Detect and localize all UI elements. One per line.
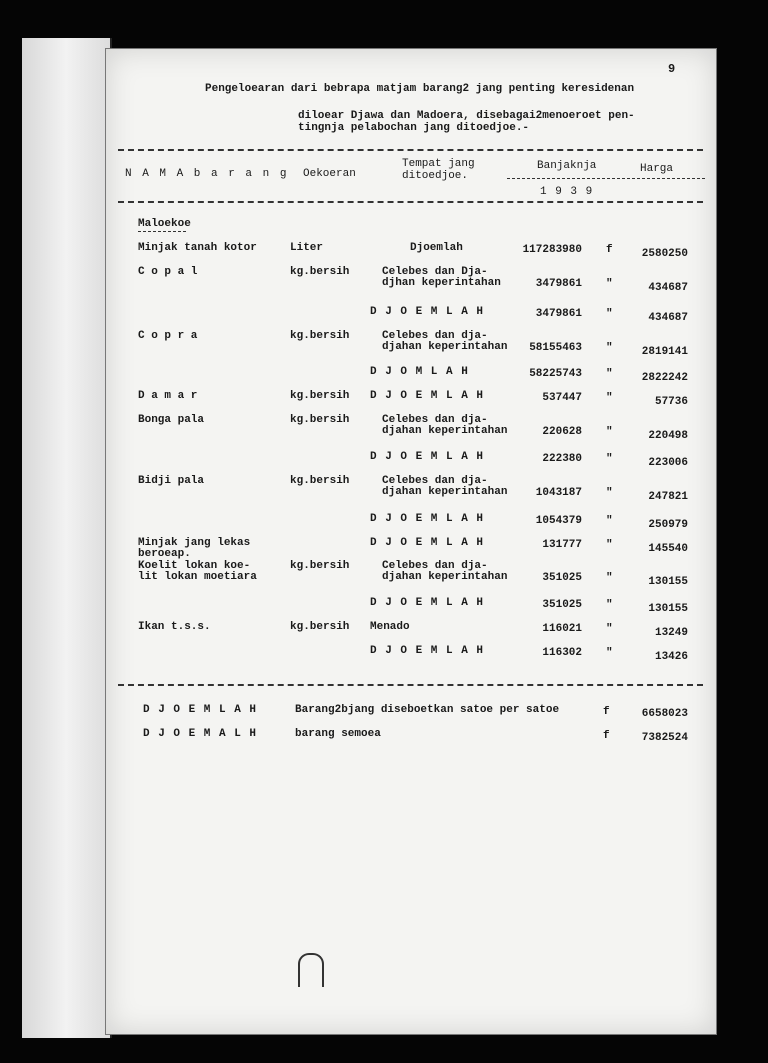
row-currency: " (606, 515, 613, 527)
row-name: Bidji pala (138, 475, 205, 487)
page-number: 9 (668, 62, 676, 76)
row-price: 130155 (648, 603, 688, 615)
row-currency: " (606, 453, 613, 465)
header-top-rule (118, 149, 703, 151)
row-quantity: 537447 (542, 392, 582, 404)
row-destination: Celebes dan dja- (382, 475, 488, 487)
row-currency: " (606, 572, 613, 584)
row-destination-cont: djahan keperintahan (382, 425, 508, 437)
row-quantity: 351025 (542, 599, 582, 611)
row-currency: " (606, 599, 613, 611)
row-name: Koelit lokan koe- (138, 560, 251, 572)
row-price: 145540 (648, 543, 688, 555)
header-banjaknja: Banjaknja (537, 160, 597, 172)
row-price: 434687 (648, 282, 688, 294)
row-destination: D J O E M L A H (370, 390, 485, 402)
row-destination: D J O E M L A H (370, 537, 485, 549)
row-name: Minjak tanah kotor (138, 242, 257, 254)
row-quantity: 117283980 (522, 244, 582, 256)
row-quantity: 1043187 (535, 487, 582, 499)
row-currency: " (606, 623, 613, 635)
row-quantity: 116021 (542, 623, 582, 635)
title-line-2: diloear Djawa dan Madoera, disebagai2menoeroet pen- tingnja pelabochan jang ditoedjoe.- (298, 110, 635, 134)
row-unit: kg.bersih (290, 266, 350, 278)
row-name: Minjak jang lekas (138, 537, 251, 549)
paper-clip-mark (298, 953, 324, 987)
row-name: D a m a r (138, 390, 198, 402)
row-destination: D J O E M L A H (370, 513, 485, 525)
row-unit: kg.bersih (290, 330, 350, 342)
row-name: Bonga pala (138, 414, 205, 426)
row-name: C o p r a (138, 330, 198, 342)
row-destination: Menado (370, 621, 410, 633)
row-destination: D J O E M L A H (370, 306, 485, 318)
row-price: 434687 (648, 312, 688, 324)
row-quantity: 131777 (542, 539, 582, 551)
row-destination: D J O E M L A H (370, 645, 485, 657)
row-price: 13249 (654, 627, 688, 639)
row-quantity: 1054379 (535, 515, 582, 527)
row-price: 223006 (648, 457, 688, 469)
row-destination-cont: djahan keperintahan (382, 486, 508, 498)
row-unit: kg.bersih (290, 475, 350, 487)
row-destination: D J O M L A H (370, 366, 469, 378)
row-quantity: 58225743 (529, 368, 582, 380)
row-quantity: 222380 (542, 453, 582, 465)
row-price: 2819141 (641, 346, 688, 358)
row-price: 247821 (648, 491, 688, 503)
row-price: 2822242 (641, 372, 688, 384)
row-currency: " (606, 392, 613, 404)
row-currency: f (606, 244, 613, 256)
row-destination: Celebes dan dja- (382, 414, 488, 426)
row-currency: " (606, 647, 613, 659)
row-destination: Celebes dan dja- (382, 560, 488, 572)
title-line-1: Pengeloearan dari bebrapa matjam barang2 jang penting keresidenan (205, 83, 635, 95)
row-destination: Celebes dan Dja- (382, 266, 488, 278)
row-quantity: 351025 (542, 572, 582, 584)
row-destination: D J O E M L A H (370, 451, 485, 463)
total-description: barang semoea (295, 728, 381, 740)
total-currency: f (603, 706, 610, 718)
row-currency: " (606, 539, 613, 551)
row-price: 13426 (654, 651, 688, 663)
total-value: 6658023 (641, 708, 688, 720)
total-label: D J O E M L A H (143, 704, 258, 716)
header-tempat: Tempat jang ditoedjoe. (402, 158, 475, 182)
row-currency: " (606, 368, 613, 380)
row-currency: " (606, 278, 613, 290)
row-unit: kg.bersih (290, 560, 350, 572)
total-description: Barang2bjang diseboetkan satoe per satoe (295, 704, 560, 716)
row-unit: kg.bersih (290, 621, 350, 633)
row-price: 220498 (648, 430, 688, 442)
header-bottom-rule (118, 201, 703, 203)
total-currency: f (603, 730, 610, 742)
row-destination-cont: djhan keperintahan (382, 277, 501, 289)
row-price: 2580250 (641, 248, 688, 260)
book-binding (22, 38, 112, 1038)
totals-rule (118, 684, 703, 686)
row-currency: " (606, 487, 613, 499)
row-destination: D J O E M L A H (370, 597, 485, 609)
row-quantity: 58155463 (529, 342, 582, 354)
row-unit: kg.bersih (290, 390, 350, 402)
total-label: D J O E M A L H (143, 728, 258, 740)
row-destination: Celebes dan dja- (382, 330, 488, 342)
row-quantity: 3479861 (535, 278, 582, 290)
section-title: Maloekoe (138, 218, 191, 230)
row-destination: Djoemlah (410, 242, 463, 254)
row-price: 130155 (648, 576, 688, 588)
row-price: 250979 (648, 519, 688, 531)
header-sub-rule (507, 178, 705, 179)
row-currency: " (606, 342, 613, 354)
row-price: 57736 (654, 396, 688, 408)
header-harga: Harga (640, 163, 674, 175)
row-name: C o p a l (138, 266, 198, 278)
row-unit: Liter (290, 242, 324, 254)
section-underline (138, 231, 186, 232)
row-quantity: 116302 (542, 647, 582, 659)
row-name: Ikan t.s.s. (138, 621, 211, 633)
row-destination-cont: djahan keperintahan (382, 571, 508, 583)
row-quantity: 220628 (542, 426, 582, 438)
header-oekoeran: Oekoeran (303, 168, 356, 180)
row-name-cont: beroeap. (138, 548, 191, 560)
total-value: 7382524 (641, 732, 688, 744)
header-nama: N A M A b a r a n g (125, 168, 289, 180)
row-currency: " (606, 308, 613, 320)
row-currency: " (606, 426, 613, 438)
row-destination-cont: djahan keperintahan (382, 341, 508, 353)
row-quantity: 3479861 (535, 308, 582, 320)
header-year: 1 9 3 9 (540, 186, 594, 198)
row-unit: kg.bersih (290, 414, 350, 426)
row-name-cont: lit lokan moetiara (138, 571, 257, 583)
